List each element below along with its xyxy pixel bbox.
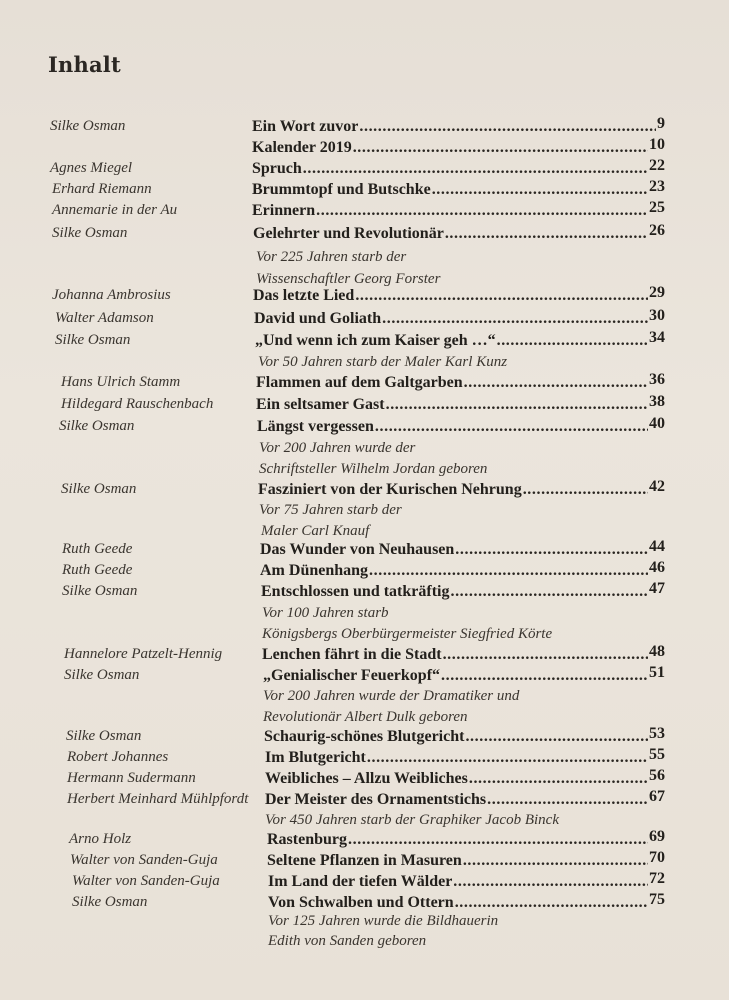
toc-page-number: 42: [649, 478, 665, 495]
toc-title-line: [252, 136, 665, 157]
toc-title-line: [260, 559, 665, 580]
toc-title: Erinnern: [252, 202, 316, 219]
toc-title-line: [252, 178, 665, 199]
toc-entry: [0, 788, 729, 813]
toc-title: Ein seltsamer Gast: [256, 396, 385, 413]
toc-entry: [0, 725, 729, 750]
toc-entry: [0, 870, 729, 895]
toc-title: Im Land der tiefen Wälder: [268, 873, 453, 890]
toc-author: Walter von Sanden-Guja: [70, 852, 218, 868]
dot-leader: [443, 646, 648, 664]
toc-title: Brummtopf und Butschke: [252, 181, 431, 198]
toc-page-number: 22: [649, 157, 665, 174]
dot-leader: [432, 181, 648, 199]
toc-page-number: 48: [649, 643, 665, 660]
toc-page-number: 67: [649, 788, 665, 805]
toc-page-number: 36: [649, 371, 665, 388]
toc-author: Walter von Sanden-Guja: [72, 873, 220, 889]
toc-entry: [0, 664, 729, 689]
toc-author: Silke Osman: [62, 583, 138, 599]
toc-title-line: [262, 643, 665, 664]
dot-leader: [453, 873, 648, 891]
dot-leader: [359, 118, 656, 136]
toc-title: Weibliches – Allzu Weibliches: [265, 770, 468, 787]
toc-title: Längst vergessen: [257, 418, 374, 435]
toc-title: Lenchen fährt in die Stadt: [262, 646, 442, 663]
toc-author: Silke Osman: [66, 728, 142, 744]
toc-entry: [0, 157, 729, 182]
toc-page-number: 53: [649, 725, 665, 742]
toc-title-line: [252, 199, 665, 220]
toc-title: Schaurig-schönes Blutgericht: [264, 728, 465, 745]
toc-page-number: 30: [649, 307, 665, 324]
toc-subtitle: Edith von Sanden geboren: [268, 933, 427, 949]
toc-title: Kalender 2019: [252, 139, 352, 156]
toc-title: „Und wenn ich zum Kaiser geh …“: [255, 332, 496, 349]
toc-title-line: [252, 157, 665, 178]
toc-title: Am Dünenhang: [260, 562, 369, 579]
toc-title: Der Meister des Ornamentstichs: [265, 791, 487, 808]
toc-entry: [0, 222, 729, 247]
toc-subtitle: Vor 450 Jahren starb der Graphiker Jacob Binck: [265, 812, 559, 828]
toc-title-line: [252, 115, 665, 136]
toc-subtitle: Vor 200 Jahren wurde der: [259, 440, 416, 456]
toc-page-number: 56: [649, 767, 665, 784]
toc-entry: [0, 115, 729, 140]
toc-title: Das letzte Lied: [253, 287, 355, 304]
toc-author: Hans Ulrich Stamm: [61, 374, 181, 390]
toc-entry: [0, 580, 729, 605]
toc-title-line: [265, 788, 665, 809]
toc-author: Silke Osman: [59, 418, 135, 434]
dot-leader: [469, 770, 648, 788]
toc-entry: [0, 643, 729, 668]
toc-entry: [0, 178, 729, 203]
toc-title: Gelehrter und Revolutionär: [253, 225, 444, 242]
toc-title-line: [264, 725, 665, 746]
toc-title: Von Schwalben und Ottern: [268, 894, 454, 911]
toc-author: Silke Osman: [55, 332, 131, 348]
toc-subtitle: Maler Carl Knauf: [261, 523, 370, 539]
toc-title-line: [256, 393, 665, 414]
toc-page-number: 75: [649, 891, 665, 908]
toc-title-line: [257, 415, 665, 436]
toc-subtitle: Wissenschaftler Georg Forster: [256, 271, 441, 287]
toc-author: Erhard Riemann: [52, 181, 152, 197]
toc-page-number: 34: [649, 329, 665, 346]
toc-page-number: 47: [649, 580, 665, 597]
toc-author: Walter Adamson: [55, 310, 154, 326]
toc-author: Arno Holz: [69, 831, 132, 847]
toc-subtitle: Revolutionär Albert Dulk geboren: [263, 709, 468, 725]
toc-author: Hermann Sudermann: [67, 770, 196, 786]
toc-author: Ruth Geede: [62, 562, 133, 578]
dot-leader: [316, 202, 648, 220]
toc-title-line: [261, 580, 665, 601]
toc-title-line: [263, 664, 665, 685]
toc-title-line: [268, 891, 665, 912]
toc-title: Flammen auf dem Galtgarben: [256, 374, 463, 391]
toc-page-number: 46: [649, 559, 665, 576]
toc-title-line: [265, 767, 665, 788]
toc-page-number: 40: [649, 415, 665, 432]
toc-page-number: 9: [657, 115, 665, 132]
dot-leader: [441, 667, 648, 685]
toc-author: Silke Osman: [50, 118, 126, 134]
toc-title: David und Goliath: [254, 310, 382, 327]
toc-title-line: [265, 746, 665, 767]
dot-leader: [497, 332, 648, 350]
toc-title-line: [253, 222, 665, 243]
toc-title-line: [256, 371, 665, 392]
toc-entry: [0, 767, 729, 792]
toc-author: Ruth Geede: [62, 541, 133, 557]
toc-page-number: 23: [649, 178, 665, 195]
dot-leader: [455, 541, 648, 559]
toc-title-line: [268, 870, 665, 891]
toc-page-number: 55: [649, 746, 665, 763]
toc-author: Hannelore Patzelt-Hennig: [64, 646, 223, 662]
toc-entry: [0, 136, 729, 161]
toc-entry: [0, 538, 729, 563]
toc-title-line: [253, 284, 665, 305]
toc-title: Seltene Pflanzen in Masuren: [267, 852, 462, 869]
toc-entry: [0, 849, 729, 874]
toc-entry: [0, 307, 729, 332]
toc-entry: [0, 746, 729, 771]
toc-author: Agnes Miegel: [50, 160, 133, 176]
toc-title: Fasziniert von der Kurischen Nehrung: [258, 481, 522, 498]
toc-subtitle: Vor 200 Jahren wurde der Dramatiker und: [263, 688, 520, 704]
toc-subtitle: Vor 125 Jahren wurde die Bildhauerin: [268, 913, 499, 929]
toc-page-number: 44: [649, 538, 665, 555]
toc-page-number: 70: [649, 849, 665, 866]
toc-title-line: [255, 329, 665, 350]
toc-entry: [0, 828, 729, 853]
toc-title: Das Wunder von Neuhausen: [260, 541, 455, 558]
toc-author: Silke Osman: [72, 894, 148, 910]
toc-author: Silke Osman: [64, 667, 140, 683]
toc-title: Entschlossen und tatkräftig: [261, 583, 450, 600]
dot-leader: [303, 160, 648, 178]
toc-title-line: [267, 849, 665, 870]
toc-author: Herbert Meinhard Mühlpfordt: [67, 791, 249, 807]
toc-subtitle: Schriftsteller Wilhelm Jordan geboren: [259, 461, 488, 477]
dot-leader: [382, 310, 648, 328]
toc-subtitle: Königsbergs Oberbürgermeister Siegfried Körte: [262, 626, 553, 642]
toc-title-line: [260, 538, 665, 559]
page-heading: Inhalt: [48, 52, 121, 77]
toc-entry: [0, 393, 729, 418]
toc-title-line: [254, 307, 665, 328]
dot-leader: [367, 749, 648, 767]
toc-author: Johanna Ambrosius: [52, 287, 171, 303]
toc-entry: [0, 284, 729, 309]
toc-entry: [0, 329, 729, 354]
toc-title: Spruch: [252, 160, 302, 177]
toc-entry: [0, 415, 729, 440]
dot-leader: [386, 396, 648, 414]
toc-subtitle: Vor 100 Jahren starb: [262, 605, 389, 621]
toc-page-number: 69: [649, 828, 665, 845]
dot-leader: [445, 225, 648, 243]
dot-leader: [463, 852, 648, 870]
dot-leader: [465, 728, 648, 746]
toc-author: Hildegard Rauschenbach: [61, 396, 214, 412]
toc-title-line: [258, 478, 665, 499]
dot-leader: [355, 287, 648, 305]
toc-author: Silke Osman: [61, 481, 137, 497]
toc-page-number: 72: [649, 870, 665, 887]
toc-subtitle: Vor 225 Jahren starb der: [256, 249, 407, 265]
toc-page-number: 38: [649, 393, 665, 410]
dot-leader: [464, 374, 648, 392]
toc-page-number: 29: [649, 284, 665, 301]
toc-author: Robert Johannes: [67, 749, 169, 765]
dot-leader: [455, 894, 648, 912]
dot-leader: [375, 418, 648, 436]
dot-leader: [487, 791, 648, 809]
toc-subtitle: Vor 75 Jahren starb der: [259, 502, 402, 518]
dot-leader: [450, 583, 648, 601]
toc-author: Annemarie in der Au: [52, 202, 178, 218]
dot-leader: [353, 139, 648, 157]
toc-entry: [0, 559, 729, 584]
toc-title: Im Blutgericht: [265, 749, 366, 766]
toc-title: Ein Wort zuvor: [252, 118, 359, 135]
toc-subtitle: Vor 50 Jahren starb der Maler Karl Kunz: [258, 354, 508, 370]
toc-page-number: 10: [649, 136, 665, 153]
toc-title-line: [267, 828, 665, 849]
toc-title: Rastenburg: [267, 831, 348, 848]
toc-entry: [0, 478, 729, 503]
dot-leader: [523, 481, 648, 499]
toc-page-number: 26: [649, 222, 665, 239]
dot-leader: [369, 562, 648, 580]
dot-leader: [348, 831, 648, 849]
toc-page-number: 51: [649, 664, 665, 681]
toc-author: Silke Osman: [52, 225, 128, 241]
toc-title: „Genialischer Feuerkopf“: [263, 667, 441, 684]
toc-entry: [0, 371, 729, 396]
toc-page-number: 25: [649, 199, 665, 216]
toc-entry: [0, 199, 729, 224]
